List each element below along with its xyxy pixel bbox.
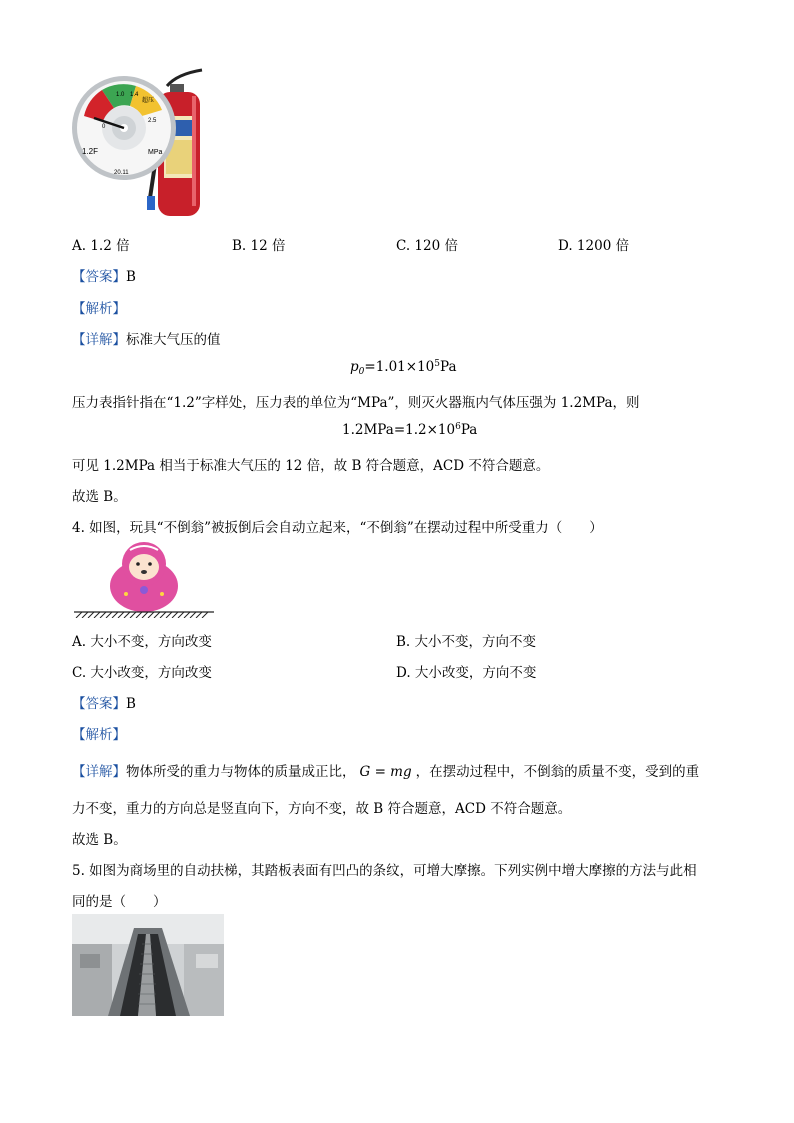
q3-conclusion: 故选 B。 bbox=[72, 489, 127, 505]
q4-question: 4. 如图，玩具“不倒翁”被扳倒后会自动立起来，“不倒翁”在摆动过程中所受重力（ ） bbox=[72, 520, 603, 536]
gauge-label-2-5: 2.5 bbox=[148, 118, 157, 124]
q4-detail-line-2: 力不变，重力的方向总是竖直向下，方向不变，故 B 符合题意，ACD 不符合题意。 bbox=[72, 801, 572, 817]
q3-answer-line bbox=[72, 265, 136, 285]
answer-value: B bbox=[126, 696, 136, 712]
detail-tag: 【详解】 bbox=[72, 764, 126, 780]
detail-tag: 【详解】 bbox=[72, 332, 126, 348]
q4-detail-line: 【详解】物体所受的重力与物体的质量成正比， G = mg ，在摆动过程中，不倒翁的质量不变，受到的重 bbox=[72, 764, 700, 780]
gauge-label-date: 20.11 bbox=[114, 170, 129, 176]
q3-option-b: B. 12 倍 bbox=[232, 238, 286, 254]
analysis-tag: 【解析】 bbox=[72, 301, 126, 317]
q3-option-c: C. 120 倍 bbox=[396, 238, 458, 254]
q4-option-b: B. 大小不变，方向不变 bbox=[396, 634, 537, 650]
q5-question-line-1: 5. 如图为商场里的自动扶梯，其踏板表面有凹凸的条纹，可增大摩擦。下列实例中增大摩擦的方法与此相 bbox=[72, 863, 697, 879]
gauge-label-1-0: 1.0 bbox=[116, 92, 125, 98]
q4-option-d: D. 大小改变，方向不变 bbox=[396, 665, 537, 681]
escalator-photo bbox=[72, 914, 224, 1016]
q4-option-c: C. 大小改变，方向改变 bbox=[72, 665, 212, 681]
answer-tag: 【答案】 bbox=[72, 696, 126, 712]
gauge-zone-label: 超压 bbox=[142, 97, 155, 104]
q3-option-d: D. 1200 倍 bbox=[558, 238, 630, 254]
gauge-label-1-4: 1.4 bbox=[130, 92, 139, 98]
gravity-formula: G = mg bbox=[359, 764, 412, 780]
answer-tag: 【答案】 bbox=[72, 269, 126, 285]
formula-p0: $p_0=1.01\times 10^5Pa$ bbox=[350, 359, 457, 377]
q4-answer-line bbox=[72, 692, 136, 712]
analysis-tag: 【解析】 bbox=[72, 727, 126, 743]
q3-option-a: A. 1.2 倍 bbox=[72, 238, 130, 254]
detail-text: 标准大气压的值 bbox=[126, 332, 221, 348]
formula-pressure: $1.2MPa=1.2\times 10^6Pa$ bbox=[342, 422, 478, 438]
answer-value: B bbox=[126, 269, 136, 285]
q5-question-line-2: 同的是（ ） bbox=[72, 894, 167, 910]
q4-option-a: A. 大小不变，方向改变 bbox=[72, 634, 212, 650]
q3-detail-line-2: 压力表指针指在“1.2”字样处，压力表的单位为“MPa”，则灭火器瓶内气体压强为 1.2MPa，则 bbox=[72, 395, 640, 411]
tumbler-toy-figure bbox=[74, 540, 214, 618]
gauge-label-1-2f: 1.2F bbox=[82, 147, 99, 156]
q3-detail-line bbox=[72, 328, 221, 348]
gauge-label-0: 0 bbox=[102, 124, 106, 130]
gauge-label-mpa: MPa bbox=[148, 149, 163, 156]
fire-extinguisher-figure bbox=[72, 66, 212, 218]
q3-detail-line-3: 可见 1.2MPa 相当于标准大气压的 12 倍，故 B 符合题意，ACD 不符合题意。 bbox=[72, 458, 550, 474]
q4-conclusion: 故选 B。 bbox=[72, 832, 127, 848]
